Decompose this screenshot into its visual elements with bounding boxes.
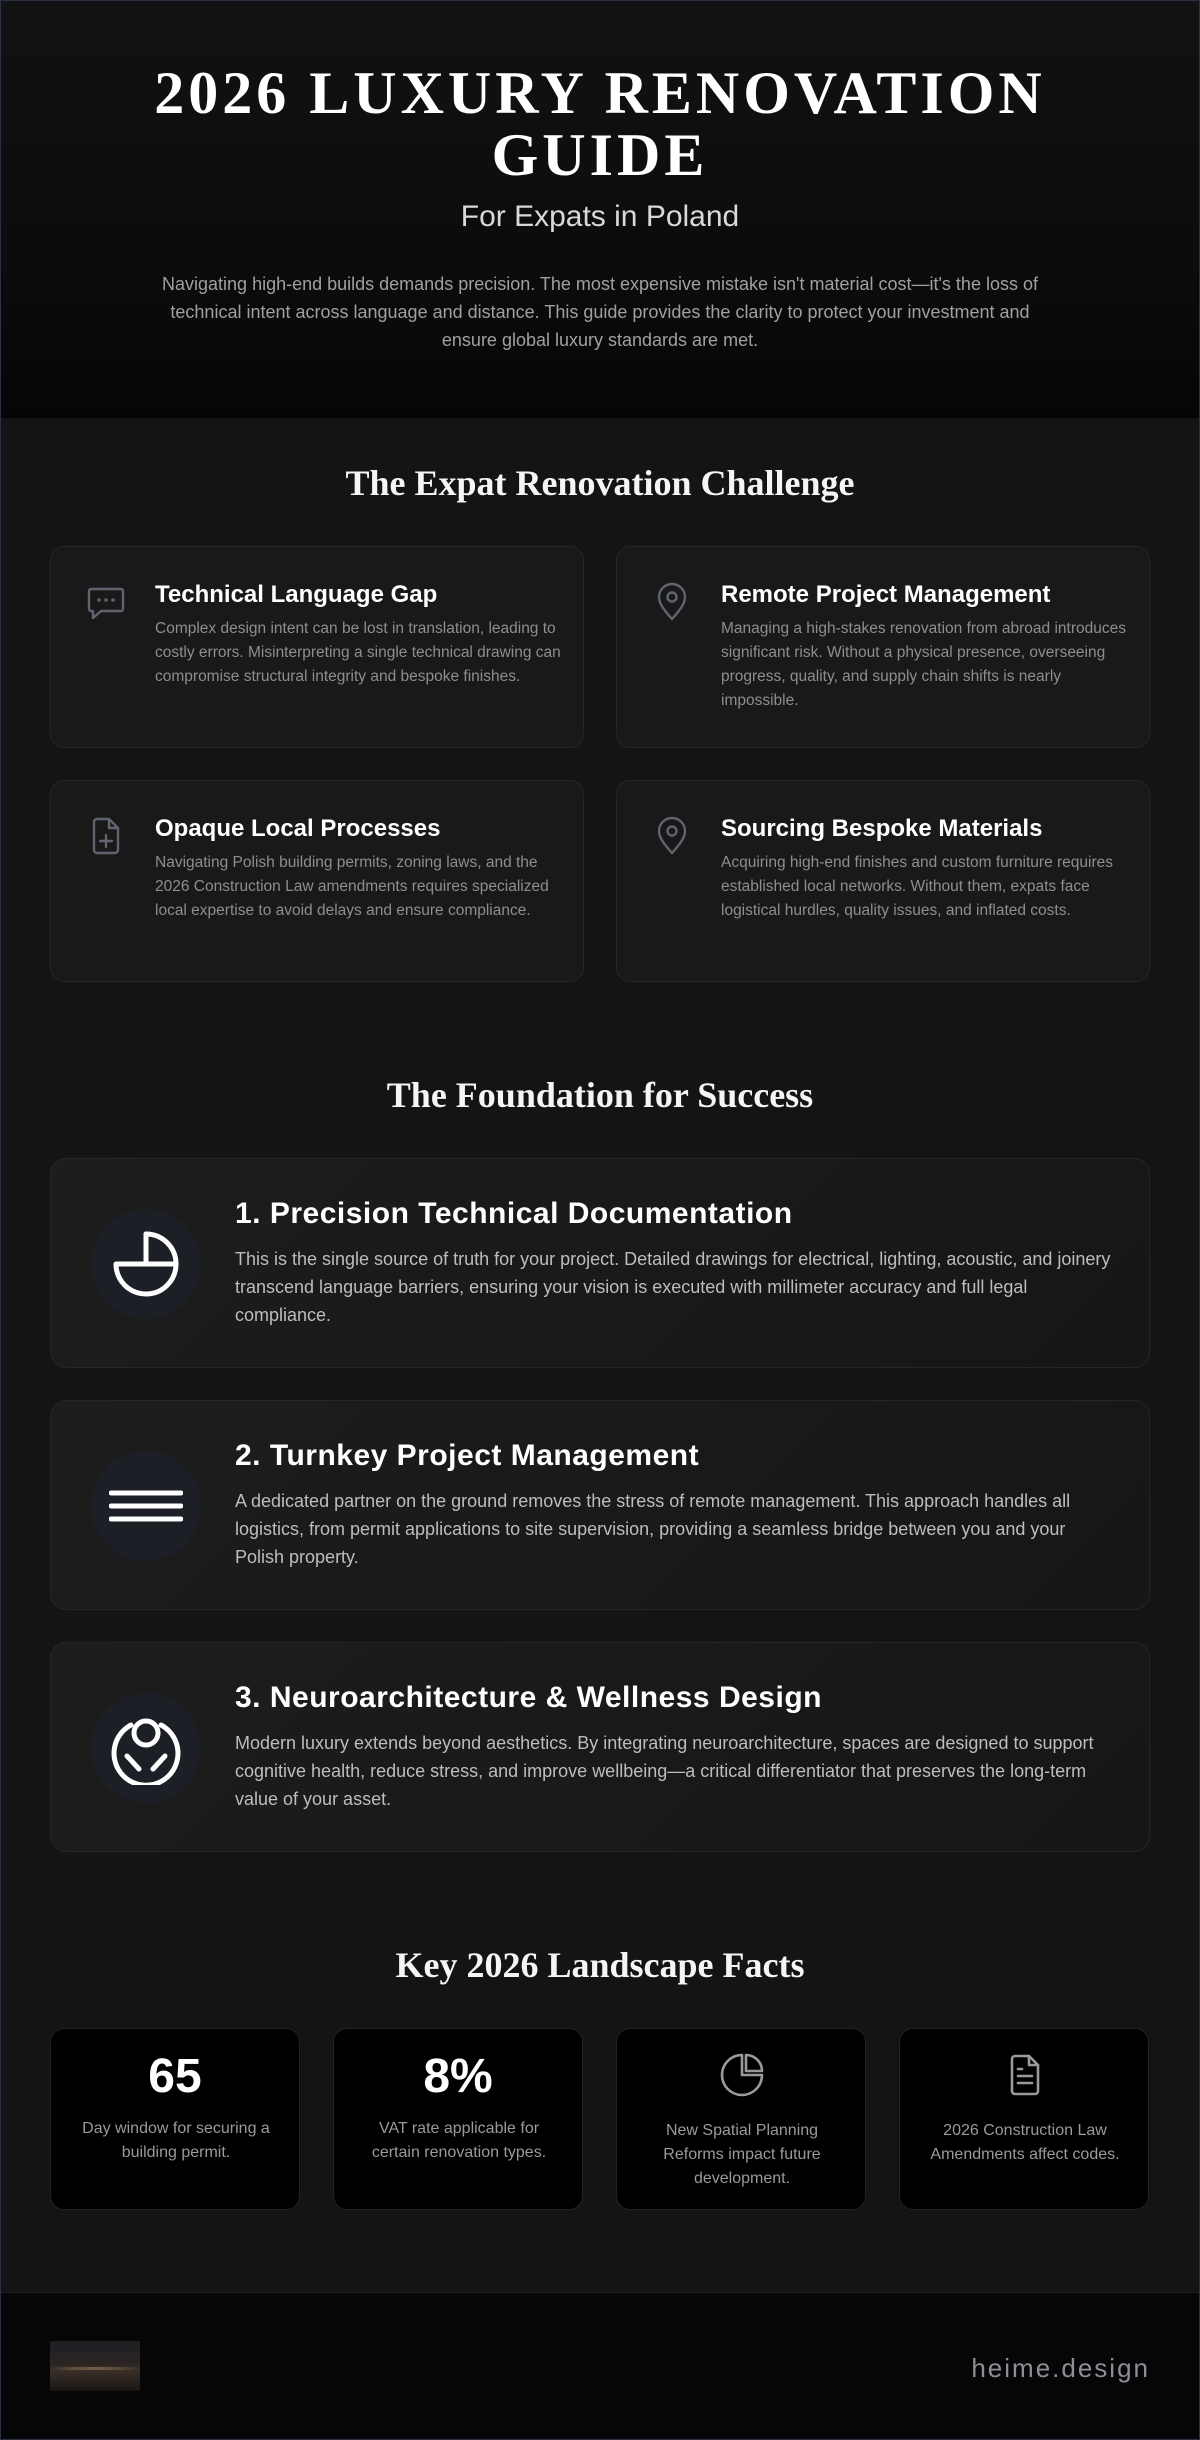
file-plus-icon (85, 815, 127, 857)
map-pin-icon (651, 581, 693, 623)
icon-circle (91, 1693, 201, 1803)
foundation-description: This is the single source of truth for your project. Detailed drawings for electrical, lighting, acoustic, and joinery transcend language barriers, ensuring your vision is executed with millimeter accuracy and full legal compliance. (235, 1249, 1111, 1325)
footer-image (50, 2341, 140, 2391)
intro-paragraph: Navigating high-end builds demands precision. The most expensive mistake isn't material cost—it's the loss of technical intent across language and distance. This guide provides the clarity to protect your investment and ensure global luxury standards are met. (162, 274, 1038, 350)
fact-value: 8% (423, 2050, 493, 2103)
chat-bubble-icon (85, 581, 127, 623)
fact-description: 2026 Construction Law Amendments affect codes. (930, 2122, 1120, 2163)
icon-circle (91, 1451, 201, 1561)
challenge-description: Navigating Polish building permits, zoning laws, and the 2026 Construction Law amendments requires specialized local expertise to avoid delays and ensure compliance. (155, 854, 549, 919)
challenge-title: Opaque Local Processes (155, 815, 441, 842)
challenge-title: Sourcing Bespoke Materials (721, 815, 1043, 842)
map-pin-icon (651, 815, 693, 857)
pie-chart-icon (109, 1227, 183, 1301)
foundation-description: A dedicated partner on the ground removes the stress of remote management. This approach handles all logistics, from permit applications to site supervision, providing a seamless bridge between you and your Polish property. (235, 1491, 1071, 1567)
wellness-circle-icon (109, 1711, 183, 1785)
page-title: 2026 LUXURY RENOVATION GUIDE (154, 60, 1046, 188)
challenge-title: Remote Project Management (721, 581, 1051, 608)
document-icon (1001, 2051, 1049, 2099)
fact-value: 65 (148, 2050, 202, 2103)
foundation-description: Modern luxury extends beyond aesthetics. By integrating neuroarchitecture, spaces are designed to support cognitive health, reduce stress, and improve wellbeing—a critical differentiator that preserves the long-term value of your asset. (235, 1733, 1094, 1809)
foundation-title: 2. Turnkey Project Management (235, 1439, 700, 1472)
page-subtitle: For Expats in Poland (460, 200, 740, 233)
foundation-card (50, 1400, 1150, 1610)
foundation-heading: The Foundation for Success (386, 1075, 814, 1115)
challenge-description: Complex design intent can be lost in translation, leading to costly errors. Misinterpreting a single technical drawing can compromise structural integrity and bespoke finishes. (155, 620, 561, 685)
foundation-card (50, 1158, 1150, 1368)
fact-card (50, 2028, 300, 2210)
menu-lines-icon (109, 1469, 183, 1543)
fact-description: VAT rate applicable for certain renovation types. (371, 2120, 547, 2161)
foundation-card (50, 1642, 1150, 1852)
hero-section (0, 0, 1200, 418)
challenge-card (616, 780, 1150, 982)
challenge-description: Managing a high-stakes renovation from abroad introduces significant risk. Without a physical presence, overseeing progress, quality, and supply chain shifts is nearly impossible. (721, 620, 1126, 709)
fact-card (616, 2028, 866, 2210)
pie-chart-icon (718, 2051, 766, 2099)
fact-description: New Spatial Planning Reforms impact future development. (663, 2122, 821, 2187)
challenge-description: Acquiring high-end finishes and custom furniture requires established local networks. Without them, expats face logistical hurdles, quality issues, and inflated costs. (721, 854, 1114, 919)
challenge-card (616, 546, 1150, 748)
challenge-title: Technical Language Gap (155, 581, 438, 608)
fact-card (333, 2028, 583, 2210)
foundation-title: 1. Precision Technical Documentation (235, 1197, 793, 1230)
fact-card (899, 2028, 1149, 2210)
foundation-title: 3. Neuroarchitecture & Wellness Design (235, 1681, 822, 1714)
challenges-heading: The Expat Renovation Challenge (345, 463, 855, 503)
fact-description: Day window for securing a building permit. (82, 2120, 270, 2161)
footer (0, 2292, 1200, 2440)
icon-circle (91, 1209, 201, 1319)
challenge-card (50, 780, 584, 982)
footer-brand-link[interactable]: heime.design (971, 2353, 1150, 2383)
facts-heading: Key 2026 Landscape Facts (395, 1945, 805, 1985)
challenge-card (50, 546, 584, 748)
